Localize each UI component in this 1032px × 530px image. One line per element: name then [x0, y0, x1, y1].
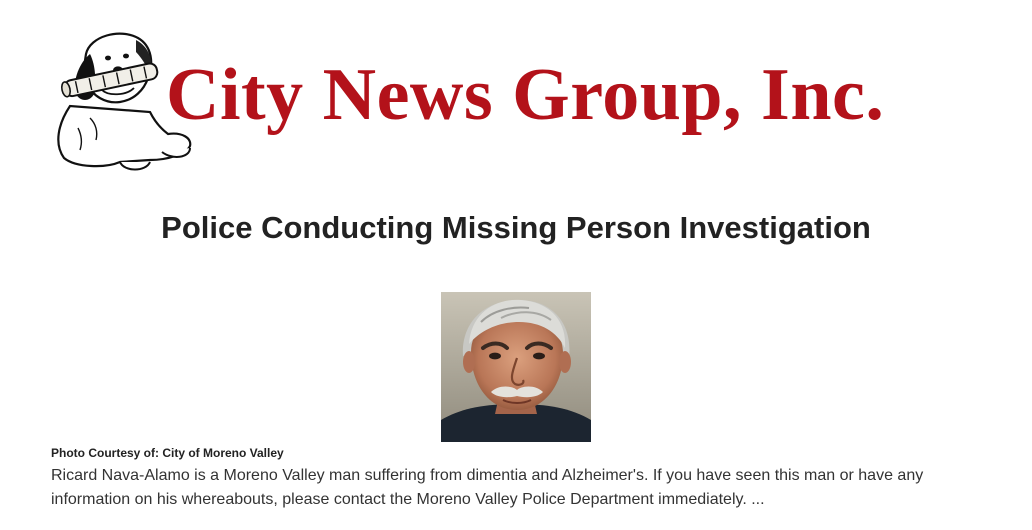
article-summary: Ricard Nava-Alamo is a Moreno Valley man suffering from dimentia and Alzheimer's. If you have seen this man or have any information on his whereabouts, please contact the Moreno Valley Police Department immediately. ... — [51, 467, 924, 508]
site-header — [50, 28, 980, 174]
article-title[interactable]: Police Conducting Missing Person Investigation — [161, 210, 871, 245]
photo-caption: Photo Courtesy of: City of Moreno Valley — [51, 446, 284, 460]
brand-name[interactable]: City News Group, Inc. — [166, 54, 885, 136]
portrait-photo[interactable] — [441, 292, 591, 442]
